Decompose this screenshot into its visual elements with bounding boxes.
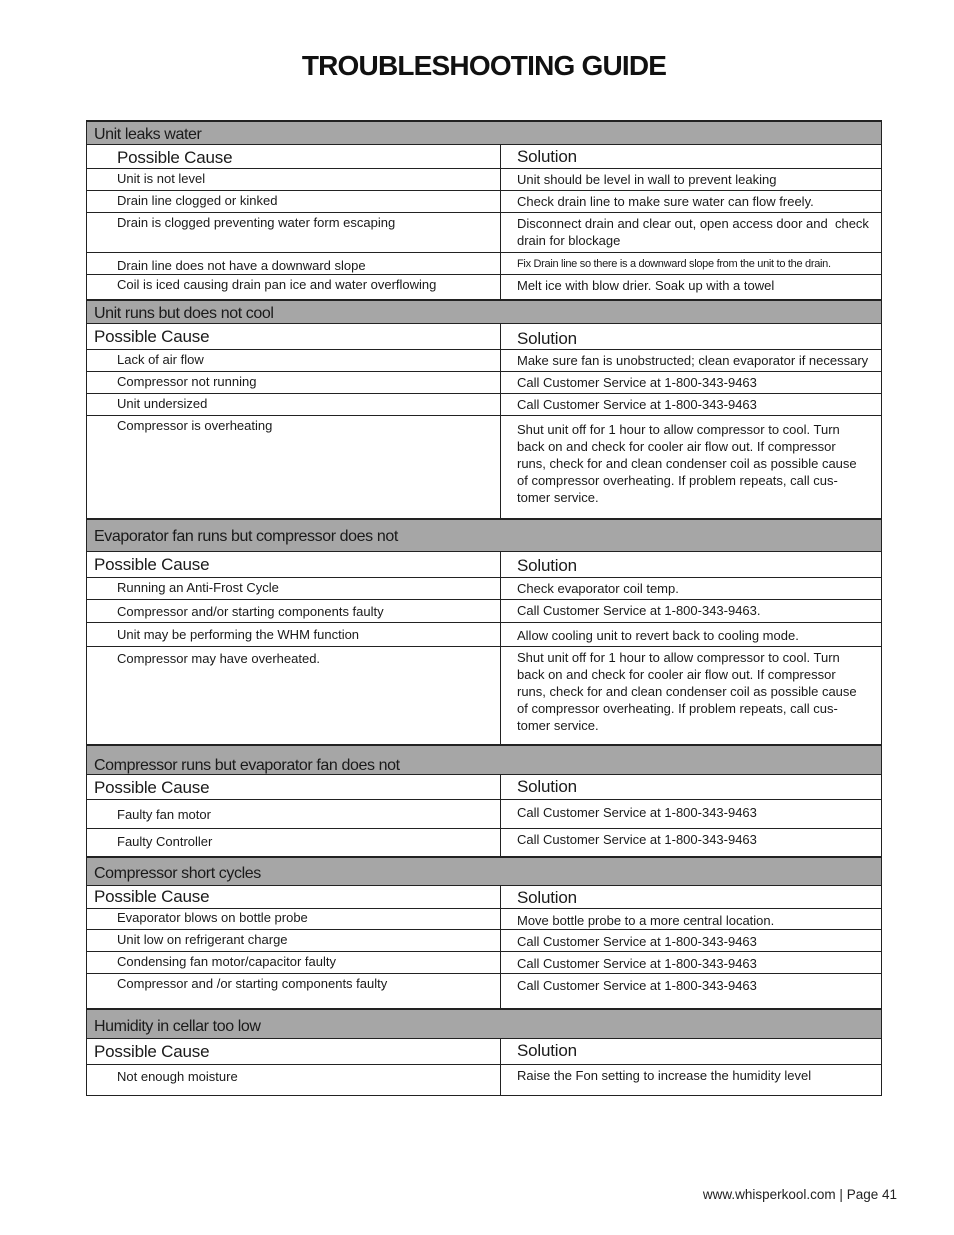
table-row — [87, 623, 881, 647]
cause-cell: Compressor is overheating — [87, 416, 501, 518]
cause-cell: Evaporator blows on bottle probe — [87, 909, 501, 929]
cause-cell: Unit low on refrigerant charge — [87, 930, 501, 951]
table-row — [87, 169, 881, 191]
section-unit-leaks-water — [87, 120, 881, 299]
solution-cell: Call Customer Service at 1-800-343-9463 — [517, 375, 757, 390]
section-header: Compressor short cycles — [87, 856, 881, 886]
section-unit-runs-but-does-not-cool — [87, 299, 881, 518]
cause-cell: Compressor and /or starting components faulty — [87, 974, 501, 1008]
solution-cell: Call Customer Service at 1-800-343-9463 — [517, 805, 757, 820]
page-footer: www.whisperkool.com | Page 41 — [702, 1187, 897, 1202]
cause-cell: Drain line clogged or kinked — [87, 191, 501, 212]
column-header-solution: Solution — [517, 556, 577, 575]
solution-cell: Shut unit off for 1 hour to allow compressor to cool. Turn back on and check for cooler air flow out. If compressor runs, check for and clean condenser coil as possible cause of compressor overheating. If problem repeats, call cus-tomer service. — [517, 422, 857, 505]
solution-cell: Call Customer Service at 1-800-343-9463 — [517, 956, 757, 971]
section-evaporator-fan-runs-but-compressor-does-not — [87, 518, 881, 744]
cause-cell: Drain is clogged preventing water form escaping — [87, 213, 501, 252]
table-row — [87, 930, 881, 952]
solution-cell: Melt ice with blow drier. Soak up with a towel — [517, 278, 775, 293]
column-header-row — [87, 886, 881, 909]
cause-cell: Faulty fan motor — [87, 800, 501, 828]
cause-cell: Not enough moisture — [87, 1065, 501, 1095]
table-row — [87, 578, 881, 600]
table-row — [87, 647, 881, 744]
table-row — [87, 275, 881, 299]
solution-cell: Call Customer Service at 1-800-343-9463. — [517, 603, 761, 618]
table-row — [87, 394, 881, 416]
solution-cell: Call Customer Service at 1-800-343-9463 — [517, 978, 757, 993]
column-header-row — [87, 145, 881, 169]
cause-cell: Drain line does not have a downward slope — [87, 253, 501, 274]
table-row — [87, 829, 881, 856]
cause-cell: Compressor not running — [87, 372, 501, 393]
solution-cell: Allow cooling unit to revert back to cooling mode. — [517, 628, 799, 643]
section-header: Humidity in cellar too low — [87, 1008, 881, 1039]
column-header-row — [87, 324, 881, 350]
column-header-cause: Possible Cause — [87, 324, 501, 349]
column-header-row — [87, 1039, 881, 1065]
table-row — [87, 191, 881, 213]
column-header-cause: Possible Cause — [87, 552, 501, 577]
column-header-solution: Solution — [517, 777, 577, 796]
column-header-cause: Possible Cause — [87, 1039, 501, 1064]
section-header: Unit runs but does not cool — [87, 299, 881, 324]
column-header-solution: Solution — [517, 147, 577, 166]
solution-cell: Check drain line to make sure water can flow freely. — [517, 194, 814, 209]
table-row — [87, 253, 881, 275]
solution-cell: Make sure fan is unobstructed; clean evaporator if necessary — [517, 353, 869, 368]
cause-cell: Faulty Controller — [87, 829, 501, 856]
solution-cell: Fix Drain line so there is a downward slope from the unit to the drain. — [517, 258, 831, 270]
table-row — [87, 974, 881, 1008]
table-row — [87, 213, 881, 253]
section-compressor-runs-but-evaporator-fan-does-not — [87, 744, 881, 856]
cause-cell: Condensing fan motor/capacitor faulty — [87, 952, 501, 973]
solution-cell: Raise the Fon setting to increase the humidity level — [517, 1068, 812, 1083]
solution-cell: Unit should be level in wall to prevent leaking — [517, 172, 777, 187]
troubleshooting-table — [86, 120, 882, 1096]
section-humidity-in-cellar-too-low — [87, 1008, 881, 1095]
section-header: Unit leaks water — [87, 120, 881, 145]
cause-cell: Running an Anti-Frost Cycle — [87, 578, 501, 599]
cause-cell: Compressor may have overheated. — [87, 647, 501, 744]
table-row — [87, 416, 881, 518]
solution-cell: Move bottle probe to a more central location. — [517, 913, 775, 928]
column-header-cause: Possible Cause — [87, 145, 501, 168]
section-compressor-short-cycles — [87, 856, 881, 1008]
table-row — [87, 350, 881, 372]
column-header-cause: Possible Cause — [87, 775, 501, 799]
cause-cell: Lack of air flow — [87, 350, 501, 371]
solution-cell: Call Customer Service at 1-800-343-9463 — [517, 397, 757, 412]
section-header: Evaporator fan runs but compressor does not — [87, 518, 881, 552]
solution-cell: Call Customer Service at 1-800-343-9463 — [517, 934, 757, 949]
table-row — [87, 372, 881, 394]
cause-cell: Compressor and/or starting components faulty — [87, 600, 501, 622]
column-header-row — [87, 775, 881, 800]
table-row — [87, 800, 881, 829]
solution-cell: Disconnect drain and clear out, open access door and check drain for blockage — [517, 216, 869, 248]
solution-cell: Check evaporator coil temp. — [517, 581, 679, 596]
page-title: TROUBLESHOOTING GUIDE — [301, 50, 667, 81]
table-row — [87, 952, 881, 974]
table-row — [87, 600, 881, 623]
cause-cell: Coil is iced causing drain pan ice and water overflowing — [87, 275, 501, 299]
column-header-cause: Possible Cause — [87, 886, 501, 908]
solution-cell: Call Customer Service at 1-800-343-9463 — [517, 832, 757, 847]
solution-cell: Shut unit off for 1 hour to allow compressor to cool. Turn back on and check for cooler air flow out. If compressor runs, check for and clean condenser coil as possible cause of compressor overheating. If problem repeats, call cus-tomer service. — [517, 650, 857, 733]
cause-cell: Unit undersized — [87, 394, 501, 415]
column-header-solution: Solution — [517, 1041, 577, 1060]
table-row — [87, 909, 881, 930]
column-header-row — [87, 552, 881, 578]
column-header-solution: Solution — [517, 329, 577, 348]
cause-cell: Unit is not level — [87, 169, 501, 190]
cause-cell: Unit may be performing the WHM function — [87, 623, 501, 646]
column-header-solution: Solution — [517, 888, 577, 907]
section-header: Compressor runs but evaporator fan does not — [87, 744, 881, 775]
table-row — [87, 1065, 881, 1095]
